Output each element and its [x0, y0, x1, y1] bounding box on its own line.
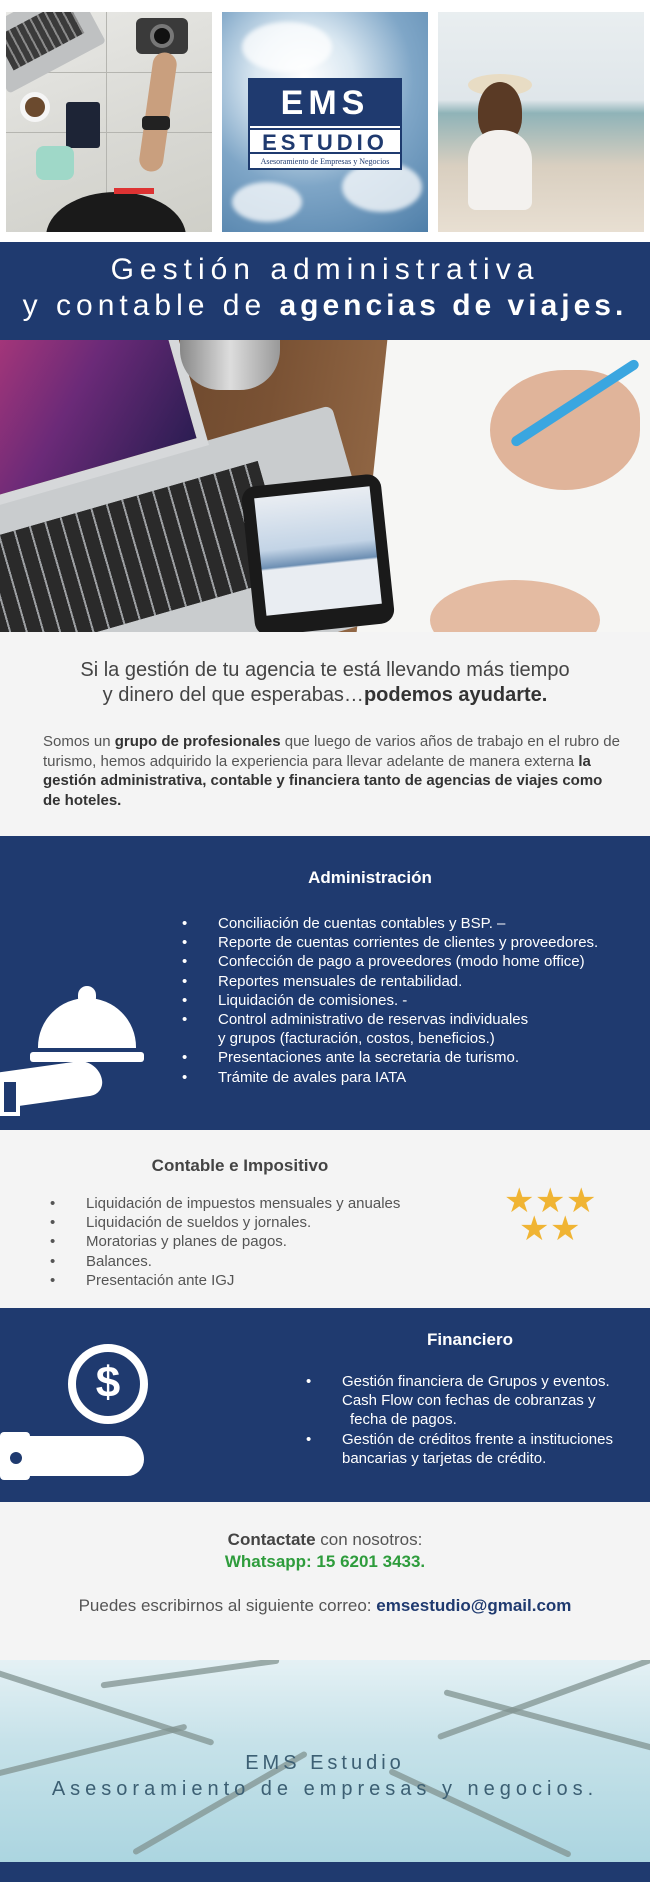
instant-camera-image [36, 146, 74, 180]
hat-band-image [114, 188, 154, 194]
intro-headline-line1: Si la gestión de tu agencia te está llevando más tiempo [80, 659, 570, 681]
list-item: • Balances. [50, 1252, 470, 1271]
list-item [306, 1430, 646, 1468]
administracion-section [0, 836, 650, 1130]
dollar-coin-icon: $ [68, 1344, 148, 1424]
list-item: • Trámite de avales para IATA [182, 1068, 632, 1087]
intro-section [0, 632, 650, 836]
cloche-cuff [0, 1078, 20, 1116]
desk-laptop-photo [0, 340, 650, 632]
list-item-line: Control administrativo de reservas individuales [218, 1011, 529, 1029]
list-item: • Moratorias y planes de pagos. [50, 1232, 470, 1251]
list-item: • Liquidación de impuestos mensuales y anuales [50, 1194, 470, 1213]
cloche-plate [30, 1052, 144, 1062]
administracion-list [182, 914, 632, 1087]
map-line [6, 132, 212, 133]
contable-list [50, 1194, 470, 1290]
ems-estudio-logo [248, 78, 402, 170]
palm-trees-footer-photo [0, 1660, 650, 1862]
page-title-line2 [0, 286, 650, 326]
email-link[interactable]: emsestudio@gmail.com [376, 1596, 572, 1615]
bottom-bar [0, 1862, 650, 1882]
list-item [306, 1372, 646, 1430]
header-photo-strip [0, 0, 650, 240]
intro-headline [40, 658, 610, 708]
list-item: • Liquidación de sueldos y jornales. [50, 1213, 470, 1232]
hat-image [46, 192, 186, 232]
cloud [242, 22, 332, 72]
list-item [182, 1010, 632, 1048]
list-item: • Confección de pago a proveedores (modo home office) [182, 952, 632, 971]
coffee-cup-image [20, 92, 50, 122]
passport-image [66, 102, 100, 148]
contact-section [0, 1502, 650, 1660]
star-icon: ★ [504, 1182, 535, 1220]
intro-headline-line2-prefix: y dinero del que esperabas… [102, 684, 364, 706]
cuff-button-icon [10, 1452, 22, 1464]
title-line2-prefix: y contable de [22, 289, 280, 322]
smartphone-screen-image [254, 486, 382, 615]
financiero-title: Financiero [427, 1330, 513, 1349]
arm-image [138, 51, 178, 173]
administracion-title: Administración [308, 868, 432, 887]
footer-title: EMS Estudio [245, 1752, 405, 1774]
list-item: • Reportes mensuales de rentabilidad. [182, 972, 632, 991]
open-hand-icon [20, 1436, 144, 1476]
intro-paragraph [43, 732, 623, 810]
watch-image [142, 116, 170, 130]
intro-text-bold: la gestión administrativa, contable y financiera tanto de agencias de viajes como de hoteles. [43, 752, 603, 809]
footer-subtitle: Asesoramiento de empresas y negocios. [51, 1778, 599, 1800]
financiero-section [0, 1308, 650, 1502]
list-item: • Conciliación de cuentas contables y BSP. – [182, 914, 632, 933]
title-line2-bold: agencias de viajes. [279, 289, 628, 322]
list-item-line: Gestión financiera de Grupos y eventos. [342, 1373, 610, 1390]
intro-headline-bold: podemos ayudarte. [363, 684, 548, 706]
list-item-line: bancarias y tarjetas de crédito. [342, 1449, 547, 1467]
logo-estudio-text: ESTUDIO [250, 128, 400, 154]
list-item-line: Gestión de créditos frente a instituciones [342, 1430, 613, 1448]
contact-heading-rest: con nosotros: [315, 1530, 423, 1549]
whatsapp-number[interactable]: Whatsapp: 15 6201 3433. [224, 1552, 426, 1571]
list-item: • Presentación ante IGJ [50, 1271, 470, 1290]
star-icon: ★ [519, 1210, 550, 1248]
list-item-line: Cash Flow con fechas de cobranzas y [342, 1392, 596, 1410]
woman-body-image [468, 130, 532, 210]
list-item-line: y grupos (facturación, costos, beneficios.) [218, 1030, 495, 1048]
cloche-dome [38, 998, 136, 1048]
list-item: • Presentaciones ante la secretaria de turismo. [182, 1048, 632, 1067]
logo-ems-text: EMS [250, 80, 400, 126]
contable-section [0, 1130, 650, 1308]
list-item-line: fecha de pagos. [350, 1411, 457, 1429]
financiero-list [306, 1372, 646, 1468]
title-banner [0, 242, 650, 340]
intro-text-part: Somos un [43, 733, 115, 750]
email-line [0, 1596, 650, 1616]
list-item: • Reporte de cuentas corrientes de clientes y proveedores. [182, 933, 632, 952]
cloud [232, 182, 302, 222]
star-icon: ★ [566, 1182, 597, 1220]
contact-heading-bold: Contactate [227, 1530, 316, 1549]
list-item: • Liquidación de comisiones. - [182, 991, 632, 1010]
five-stars-icon [504, 1182, 604, 1248]
contable-title: Contable e Impositivo [151, 1156, 329, 1175]
camera-lens-image [150, 24, 174, 48]
email-prefix: Puedes escribirnos al siguiente correo: [78, 1596, 377, 1615]
cloche-hand-icon [0, 986, 150, 1116]
page-title-line1: Gestión administrativa [110, 253, 540, 286]
logo-subtitle: Asesoramiento de Empresas y Negocios [260, 157, 390, 166]
star-icon: ★ [550, 1210, 581, 1248]
star-icon: ★ [535, 1182, 566, 1220]
metal-cup-image [180, 340, 280, 390]
intro-text-bold: grupo de profesionales [114, 733, 281, 750]
contact-heading [0, 1530, 650, 1550]
intro-text-part: que luego de varios años de trabajo en el rubro de turismo, hemos adquirido la experiencia para llevar adelante de manera externa [43, 733, 620, 770]
travel-flatlay-photo [6, 12, 212, 232]
beach-woman-photo [438, 12, 644, 232]
writing-hand-image [490, 370, 640, 490]
